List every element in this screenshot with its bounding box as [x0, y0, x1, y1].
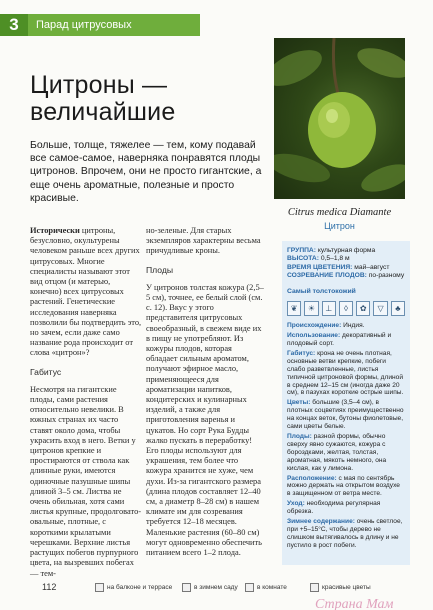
fact-origin-value: Индия. — [343, 322, 365, 330]
fact-use-value: декоративный и плодовый сорт. — [287, 332, 392, 347]
facts-box — [282, 241, 410, 565]
fact-flowers-value: большие (3,5–4 см), в плотных соцветиях преимущественно на концах веток, бутоны фиолетовые, сами цветы белые. — [287, 399, 404, 431]
facts-summary — [287, 247, 405, 280]
pot-icon: ▽ — [373, 301, 387, 316]
habit-continuation: но-зеленые. Для старых экземпляров характерны весьма причудливые кроны. — [146, 226, 261, 256]
variety-name: Самый толстокожий — [287, 288, 356, 296]
fact-flowers — [287, 399, 405, 431]
watermark: Страна Мам — [315, 597, 394, 610]
fact-habit-label: Габитус: — [287, 349, 316, 357]
legend-flowers — [310, 583, 371, 592]
habit-heading: Габитус — [30, 366, 62, 377]
fact-group-value: культурная форма — [317, 247, 376, 254]
leaf-icon: ❦ — [287, 301, 301, 316]
fact-fruits-label: Плоды: — [287, 432, 312, 440]
title-line-1: Цитроны — — [30, 71, 168, 99]
fact-ripen-label: СОЗРЕВАНИЕ ПЛОДОВ: — [287, 271, 367, 279]
fact-location-label: Расположение: — [287, 474, 337, 482]
fact-bloom-label: ВРЕМЯ ЦВЕТЕНИЯ: — [287, 263, 353, 271]
fact-use — [287, 332, 405, 348]
photo-caption-ru: Цитрон — [324, 221, 355, 231]
fact-group-label: ГРУППА: — [287, 247, 316, 254]
citron-photo — [274, 38, 405, 199]
fact-fruits — [287, 433, 405, 473]
fact-origin-label: Происхождение: — [287, 322, 342, 330]
fact-winter — [287, 518, 405, 550]
text-column-1 — [30, 226, 142, 587]
fact-habit-value: крона не очень плотная, основные ветви крепкие, побеги слабо разветвленные, листья типичной цитроновой формы, длиной в среднем 12–15 см (иногда даже 20 см), в пазухах короткие острые шипы. — [287, 349, 404, 397]
lead-paragraph: Больше, толще, тяжелее — тем, кому подавай все самое-самое, наверняка понравятся плоды цитронов. Впрочем, они не просто гигантские, а еще очень ароматные, полезные и просто красивые. — [30, 140, 262, 204]
fact-care — [287, 500, 405, 516]
sun-icon: ☀ — [304, 301, 318, 316]
legend-balcony — [95, 583, 172, 592]
fact-habit — [287, 350, 405, 397]
butterfly-icon: ✿ — [356, 301, 370, 316]
fact-group — [287, 247, 405, 255]
fact-care-value: необходима регулярная обрезка. — [287, 500, 381, 516]
fact-bloom-value: май–август — [354, 263, 390, 271]
legend-flowers-label: красивые цветы — [322, 584, 371, 591]
article-title — [30, 72, 250, 126]
winter-garden-icon — [182, 583, 191, 592]
chapter-title: Парад цитрусовых — [36, 19, 132, 31]
fact-height — [287, 255, 405, 263]
chapter-header — [0, 14, 200, 36]
fact-winter-label: Зимнее содержание: — [287, 518, 355, 526]
fact-use-label: Использование: — [287, 332, 341, 340]
legend-room-label: в комнате — [257, 584, 287, 591]
room-icon — [245, 583, 254, 592]
fact-height-label: ВЫСОТА: — [287, 255, 319, 263]
fact-flowers-label: Цветы: — [287, 399, 311, 407]
fact-fruits-value: разной формы, обычно сверху явно сужаются, кожура с бороздками, желтая, толстая, ароматная, мякоть немного, она кислая, как у лимона. — [287, 432, 387, 472]
temperature-icon: ⊥ — [322, 301, 336, 316]
plant-icon: ♣ — [391, 301, 405, 316]
intro-paragraph — [30, 226, 142, 359]
fact-ripen — [287, 272, 405, 280]
page-number: 112 — [42, 582, 57, 592]
facts-details — [287, 322, 405, 549]
legend-garden-label: в зимнем саду — [194, 584, 238, 591]
fact-location — [287, 475, 405, 499]
legend-garden — [182, 583, 238, 592]
fruits-paragraph: У цитронов толстая кожура (2,5–5 см), точнее, ее белый слой (см. с. 12). Вкус у этого представителя цитрусовых своеобразный, в свежем виде их в пищу не употребляют. Из кожуры плодов, которая обладает сильным ароматом, получают эфирное масло, применяющееся для ароматизации напитков, кондитерских и кулинарных изделий, а также для приготовления варенья и цукатов. Но сорт Рука Будды жалко пускать в переработку! Его плоды используют для украшения, тем более что кожура хранится не хуже, чем духи. Из-за гигантского размера (длина плодов составляет 12–40 см, а диаметр 8–28 см) в нашем климате им для созревания требуется 12–18 месяцев. Маленькие растения (60–80 см) могут одновременно обеспечить питанием всего 1–2 плода. — [146, 282, 264, 558]
text-column-2 — [146, 226, 264, 566]
intro-text: цитроны, безусловно, окультурены человеком раньше всех других цитрусовых. Многие специалисты называют этот вид отцом (и матерью, конечно) всех цитрусовых растений. Генетические исследования наверняка позволили бы подтвердить это, но зачем, если даже само название рода происходит от слова «цитрон»? — [30, 226, 142, 358]
title-line-2: величайшие — [30, 98, 176, 126]
fact-location-value: с мая по сентябрь можно держать на открытом воздухе в защищенном от ветра месте. — [287, 474, 400, 498]
chapter-number: 3 — [0, 14, 28, 36]
intro-bold-word: Исторически — [30, 226, 80, 235]
flower-icon — [310, 583, 319, 592]
care-icons — [287, 301, 405, 316]
fruits-heading: Плоды — [146, 264, 174, 275]
legend-balcony-label: на балконе и террасе — [107, 584, 173, 591]
page-footer — [0, 582, 433, 594]
fact-bloom — [287, 264, 405, 272]
fact-height-value: 0,5–1,8 м — [320, 255, 350, 263]
habit-paragraph: Несмотря на гигантские плоды, сами растения относительно невелики. В южных странах их часто ставят около дома, чтобы украсить вход в него. Ветки у цитронов крепкие и простираются от ствола как длинные руки, имеются одиночные пазушные шипы длиной 3–5 см. Листва не очень обильная, хотя сами листья крупные, продолговато-овальные, плотные, с короткими крылатыми черешками. Верхние листья растущих побегов пурпурного цвета, на вызревших побегах — тем- — [30, 384, 142, 578]
citron-illustration — [274, 38, 405, 199]
fact-winter-value: очень светлое, при +5–15°С, чтобы дерево не слишком вытягивалось в длину и не пустило в рост побеги. — [287, 518, 403, 549]
water-icon: ◊ — [339, 301, 353, 316]
fact-care-label: Уход: — [287, 500, 305, 508]
legend-room — [245, 583, 287, 592]
fact-ripen-value: по-разному — [368, 271, 405, 279]
photo-caption-latin: Citrus medica Diamante — [287, 207, 392, 218]
fact-origin — [287, 322, 405, 330]
balcony-icon — [95, 583, 104, 592]
